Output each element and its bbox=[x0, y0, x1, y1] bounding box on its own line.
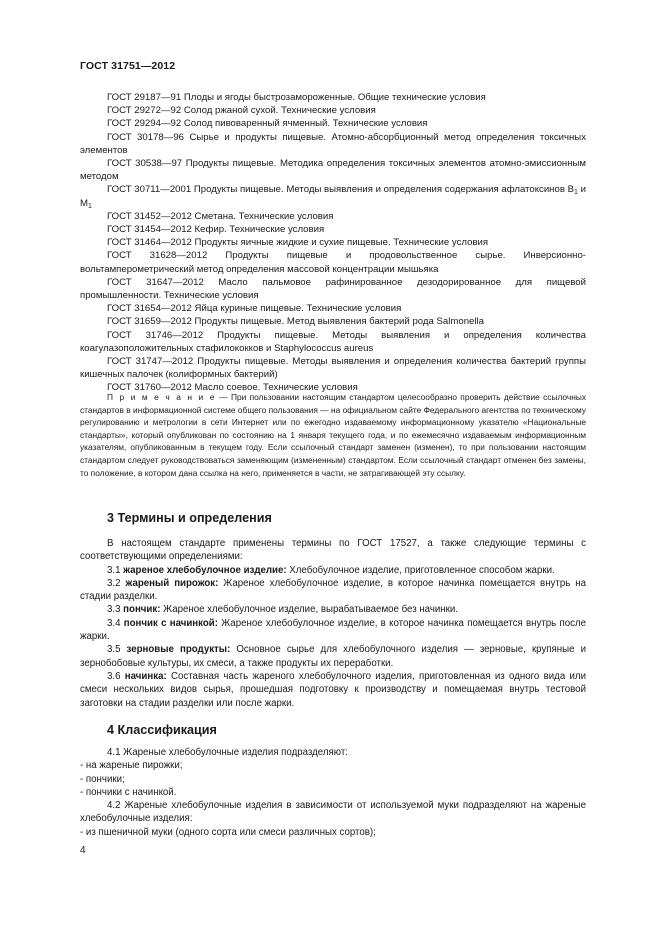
page-number: 4 bbox=[80, 845, 86, 856]
classification-line: 4.2 Жареные хлебобулочные изделия в зависимости от используемой муки подразделяют на жареные хлебобулочные изделия: bbox=[80, 800, 586, 825]
term-name: жареное хлебобулочное изделие: bbox=[123, 564, 287, 576]
term-number: 3.4 bbox=[107, 617, 124, 629]
reference-item: ГОСТ 31454—2012 Кефир. Технические условия bbox=[107, 224, 325, 236]
term-text: Жареное хлебобулочное изделие, вырабатываемое без начинки. bbox=[160, 604, 458, 616]
subscript: 1 bbox=[88, 202, 92, 210]
reference-item: ГОСТ 29272—92 Солод ржаной сухой. Технические условия bbox=[107, 105, 376, 117]
section-4-heading: 4 Классификация bbox=[107, 723, 217, 737]
reference-item: ГОСТ 29294—92 Солод пивоваренный ячменный. Технические условия bbox=[107, 118, 428, 130]
term-number: 3.6 bbox=[107, 670, 125, 682]
classification-line: - пончики; bbox=[80, 773, 125, 785]
reference-item: ГОСТ 31746—2012 Продукты пищевые. Методы выявления и определения количества коагулазоположительных стафилококков и Staphylococcus aureus bbox=[80, 329, 586, 354]
reference-item: ГОСТ 29187—91 Плоды и ягоды быстрозамороженные. Общие технические условия bbox=[107, 92, 486, 103]
term-name: пончик с начинкой: bbox=[123, 617, 218, 629]
term-definition bbox=[80, 577, 586, 604]
classification-line: - на жареные пирожки; bbox=[80, 760, 183, 772]
reference-item: ГОСТ 31760—2012 Масло соевое. Технические условия bbox=[107, 382, 358, 394]
reference-item-text: ГОСТ 30711—2001 Продукты пищевые. Методы выявления и определения содержания афлатоксинов В bbox=[107, 184, 575, 196]
reference-item: ГОСТ 31452—2012 Сметана. Технические условия bbox=[107, 210, 334, 222]
term-text: Хлебобулочное изделие, приготовленное способом жарки. bbox=[286, 564, 555, 576]
classification-line: 4.1 Жареные хлебобулочные изделия подразделяют: bbox=[107, 747, 348, 758]
note-text: — При пользовании настоящим стандартом целесообразно проверить действие ссылочных стандартов в информационной системе общего пользования — на официальном сайте Федерального агентства по техническому регулированию и метрологии в сети Интернет или по ежегодно издаваемому информационному указателю «Национальные стандарты», который опубликован по состоянию на 1 января текущего года, и по ежемесячно издаваемым информационным указателям, опубликованным в текущем году. Если ссылочный стандарт заменен (изменен), то при пользовании настоящим стандартом следует руководствоваться заменяющим (измененным) стандартом. Если ссылочный стандарт отменен без замены, то положение, в котором дана ссылка на него, применяется в части, не затрагивающей эту ссылку. bbox=[80, 392, 586, 478]
note-label: П р и м е ч а н и е bbox=[107, 392, 216, 402]
term-number: 3.2 bbox=[107, 577, 126, 589]
term-text: Жареное хлебобулочное изделие, в которое начинка помещается внутрь на стадии разделки. bbox=[80, 577, 586, 603]
term-definition bbox=[80, 603, 586, 616]
reference-item: ГОСТ 31647—2012 Масло пальмовое рафинированное дезодорированное для пищевой промышленности. Технические условия bbox=[80, 276, 586, 302]
classification-line: - пончики с начинкой. bbox=[80, 786, 177, 798]
section-3-heading: 3 Термины и определения bbox=[107, 511, 272, 525]
term-definition bbox=[80, 670, 586, 710]
normative-references-list bbox=[80, 91, 586, 395]
reference-item: ГОСТ 31628—2012 Продукты пищевые и продовольственное сырье. Инверсионно-вольтамперометрический метод определения массовой концентрации мышьяка bbox=[80, 250, 586, 275]
references-note bbox=[80, 391, 586, 479]
reference-item: ГОСТ 31747—2012 Продукты пищевые. Методы выявления и определения количества бактерий группы кишечных палочек (колиформных бактерий) bbox=[80, 356, 586, 381]
reference-item-text: и М bbox=[80, 184, 587, 209]
term-name: зерновые продукты: bbox=[126, 644, 231, 656]
term-name: пончик: bbox=[123, 604, 161, 616]
term-number: 3.3 bbox=[107, 604, 124, 616]
term-number: 3.5 bbox=[107, 644, 127, 656]
standard-code-header: ГОСТ 31751—2012 bbox=[80, 60, 176, 72]
term-name: жареный пирожок: bbox=[125, 577, 219, 589]
subscript: 1 bbox=[574, 189, 578, 197]
term-text: Составная часть жареного хлебобулочного изделия, приготовленная из одного вида или смеси нескольких видов сырья, прошедшая подготовку к производству и помещаемая внутрь тестовой заготовки на стадии разделки или после жарки. bbox=[80, 670, 586, 709]
section-3-body bbox=[80, 537, 586, 710]
section-3-intro: В настоящем стандарте применены термины по ГОСТ 17527, а также следующие термины с соответствующими определениями: bbox=[80, 538, 586, 563]
term-text: Жареное хлебобулочное изделие, в которое начинка помещается внутрь после жарки. bbox=[80, 617, 587, 643]
classification-line: - из пшеничной муки (одного сорта или смеси различных сортов); bbox=[80, 826, 376, 838]
reference-item: ГОСТ 31464—2012 Продукты яичные жидкие и сухие пищевые. Технические условия bbox=[107, 237, 489, 249]
term-name: начинка: bbox=[124, 670, 167, 682]
reference-item: ГОСТ 30538—97 Продукты пищевые. Методика определения токсичных элементов атомно-эмиссионным методом bbox=[80, 158, 586, 183]
reference-item: ГОСТ 31654—2012 Яйца куриные пищевые. Технические условия bbox=[107, 303, 402, 315]
term-definition bbox=[80, 617, 586, 644]
term-definition bbox=[80, 643, 586, 670]
section-4-body bbox=[80, 746, 586, 839]
reference-item bbox=[80, 183, 586, 209]
term-number: 3.1 bbox=[107, 564, 124, 576]
term-text: Основное сырье для хлебобулочного изделия — зерновые, крупяные и зернобобовые культуры, их смеси, а также продукты их переработки. bbox=[80, 644, 586, 669]
reference-item: ГОСТ 31659—2012 Продукты пищевые. Метод выявления бактерий рода Salmonella bbox=[107, 316, 484, 328]
term-definition bbox=[80, 564, 586, 577]
reference-item: ГОСТ 30178—96 Сырье и продукты пищевые. Атомно-абсорбционный метод определения токсичных элементов bbox=[80, 131, 586, 156]
